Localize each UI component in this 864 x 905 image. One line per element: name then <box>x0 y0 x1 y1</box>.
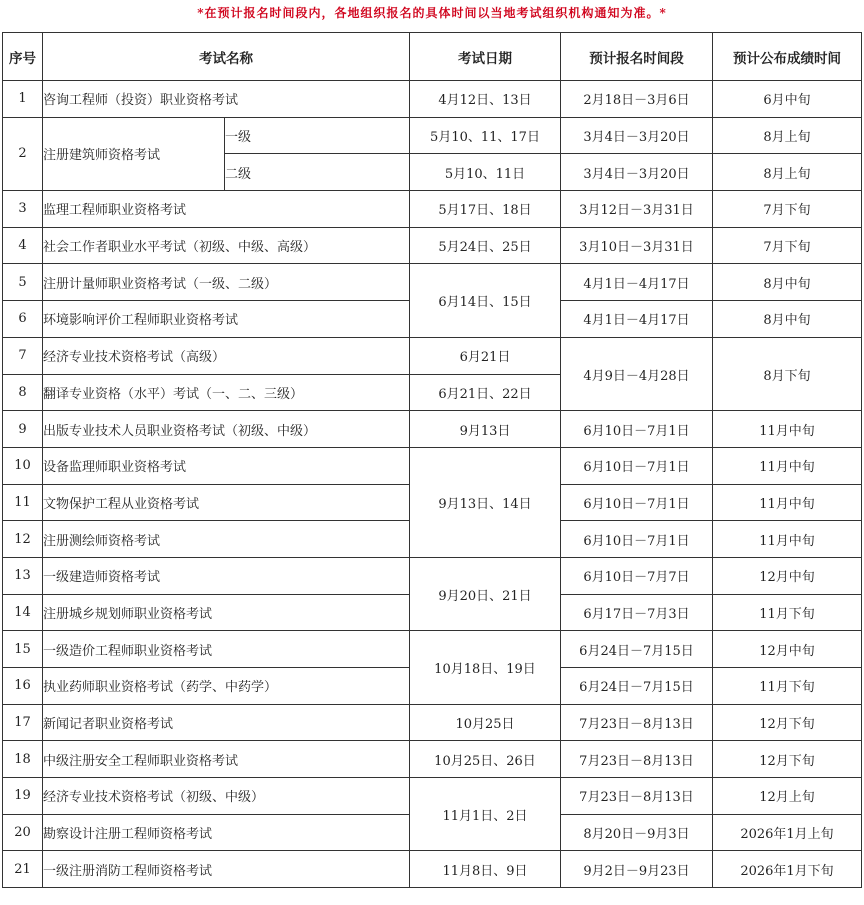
registration-notice: *在预计报名时间段内，各地组织报名的具体时间以当地考试组织机构通知为准。* <box>197 6 667 20</box>
row-number: 19 <box>3 778 43 815</box>
registration-period: 4月9日－4月28日 <box>561 337 713 410</box>
header-result-release: 预计公布成绩时间 <box>713 33 862 81</box>
registration-period: 3月12日－3月31日 <box>561 191 713 228</box>
exam-date: 9月13日、14日 <box>410 447 561 557</box>
result-release: 8月上旬 <box>713 154 862 191</box>
exam-level: 二级 <box>225 154 410 191</box>
row-number: 2 <box>3 117 43 190</box>
exam-date: 10月25日、26日 <box>410 741 561 778</box>
result-release: 11月中旬 <box>713 521 862 558</box>
exam-date: 9月13日 <box>410 411 561 448</box>
registration-period: 6月10日－7月1日 <box>561 411 713 448</box>
exam-name: 新闻记者职业资格考试 <box>43 704 410 741</box>
result-release: 8月下旬 <box>713 337 862 410</box>
table-row <box>3 81 862 118</box>
header-exam-date: 考试日期 <box>410 33 561 81</box>
result-release: 11月中旬 <box>713 411 862 448</box>
header-no: 序号 <box>3 33 43 81</box>
result-release: 12月下旬 <box>713 704 862 741</box>
row-number: 9 <box>3 411 43 448</box>
exam-date: 5月17日、18日 <box>410 191 561 228</box>
registration-period: 6月10日－7月1日 <box>561 521 713 558</box>
registration-period: 7月23日－8月13日 <box>561 704 713 741</box>
registration-period: 6月10日－7月1日 <box>561 447 713 484</box>
registration-period: 6月17日－7月3日 <box>561 594 713 631</box>
row-number: 17 <box>3 704 43 741</box>
registration-period: 6月10日－7月1日 <box>561 484 713 521</box>
exam-name: 环境影响评价工程师职业资格考试 <box>43 301 410 338</box>
registration-period: 4月1日－4月17日 <box>561 301 713 338</box>
result-release: 7月下旬 <box>713 191 862 228</box>
row-number: 11 <box>3 484 43 521</box>
row-number: 4 <box>3 227 43 264</box>
row-number: 21 <box>3 851 43 888</box>
table-row <box>3 117 862 154</box>
exam-date: 10月25日 <box>410 704 561 741</box>
exam-name: 中级注册安全工程师职业资格考试 <box>43 741 410 778</box>
row-number: 5 <box>3 264 43 301</box>
table-row <box>3 631 862 668</box>
exam-name: 一级造价工程师职业资格考试 <box>43 631 410 668</box>
header-registration-period: 预计报名时间段 <box>561 33 713 81</box>
exam-date: 6月14日、15日 <box>410 264 561 337</box>
exam-date: 5月10、11、17日 <box>410 117 561 154</box>
result-release: 8月中旬 <box>713 301 862 338</box>
registration-period: 8月20日－9月3日 <box>561 814 713 851</box>
row-number: 10 <box>3 447 43 484</box>
exam-name: 执业药师职业资格考试（药学、中药学） <box>43 668 410 705</box>
registration-period: 2月18日－3月6日 <box>561 81 713 118</box>
registration-period: 9月2日－9月23日 <box>561 851 713 888</box>
registration-period: 6月10日－7月7日 <box>561 557 713 594</box>
exam-name: 注册测绘师资格考试 <box>43 521 410 558</box>
exam-name: 注册建筑师资格考试 <box>43 117 225 190</box>
exam-name: 出版专业技术人员职业资格考试（初级、中级） <box>43 411 410 448</box>
table-header-row <box>3 33 862 81</box>
registration-period: 4月1日－4月17日 <box>561 264 713 301</box>
exam-name: 注册计量师职业资格考试（一级、二级） <box>43 264 410 301</box>
exam-name: 注册城乡规划师职业资格考试 <box>43 594 410 631</box>
exam-name: 勘察设计注册工程师资格考试 <box>43 814 410 851</box>
table-row <box>3 704 862 741</box>
result-release: 11月中旬 <box>713 447 862 484</box>
exam-date: 9月20日、21日 <box>410 557 561 630</box>
exam-date: 10月18日、19日 <box>410 631 561 704</box>
table-row <box>3 411 862 448</box>
row-number: 14 <box>3 594 43 631</box>
exam-name: 一级建造师资格考试 <box>43 557 410 594</box>
exam-name: 经济专业技术资格考试（高级） <box>43 337 410 374</box>
header-exam-name: 考试名称 <box>43 33 410 81</box>
row-number: 1 <box>3 81 43 118</box>
result-release: 12月中旬 <box>713 631 862 668</box>
table-row <box>3 191 862 228</box>
row-number: 6 <box>3 301 43 338</box>
registration-period: 6月24日－7月15日 <box>561 668 713 705</box>
exam-date: 5月24日、25日 <box>410 227 561 264</box>
registration-period: 3月4日－3月20日 <box>561 117 713 154</box>
row-number: 15 <box>3 631 43 668</box>
table-row <box>3 851 862 888</box>
exam-name: 监理工程师职业资格考试 <box>43 191 410 228</box>
exam-date: 6月21日 <box>410 337 561 374</box>
exam-date: 11月1日、2日 <box>410 778 561 851</box>
exam-date: 11月8日、9日 <box>410 851 561 888</box>
result-release: 2026年1月上旬 <box>713 814 862 851</box>
exam-date: 5月10、11日 <box>410 154 561 191</box>
result-release: 11月下旬 <box>713 668 862 705</box>
table-row <box>3 227 862 264</box>
exam-date: 6月21日、22日 <box>410 374 561 411</box>
row-number: 20 <box>3 814 43 851</box>
result-release: 7月下旬 <box>713 227 862 264</box>
table-row <box>3 447 862 484</box>
registration-period: 7月23日－8月13日 <box>561 741 713 778</box>
result-release: 11月下旬 <box>713 594 862 631</box>
result-release: 12月下旬 <box>713 741 862 778</box>
row-number: 16 <box>3 668 43 705</box>
result-release: 12月上旬 <box>713 778 862 815</box>
table-row <box>3 741 862 778</box>
exam-name: 咨询工程师（投资）职业资格考试 <box>43 81 410 118</box>
result-release: 11月中旬 <box>713 484 862 521</box>
row-number: 3 <box>3 191 43 228</box>
registration-period: 7月23日－8月13日 <box>561 778 713 815</box>
row-number: 8 <box>3 374 43 411</box>
exam-name: 社会工作者职业水平考试（初级、中级、高级） <box>43 227 410 264</box>
exam-level: 一级 <box>225 117 410 154</box>
exam-name: 翻译专业资格（水平）考试（一、二、三级） <box>43 374 410 411</box>
exam-name: 文物保护工程从业资格考试 <box>43 484 410 521</box>
registration-period: 3月4日－3月20日 <box>561 154 713 191</box>
exam-name: 设备监理师职业资格考试 <box>43 447 410 484</box>
result-release: 6月中旬 <box>713 81 862 118</box>
exam-name: 一级注册消防工程师资格考试 <box>43 851 410 888</box>
result-release: 8月上旬 <box>713 117 862 154</box>
result-release: 8月中旬 <box>713 264 862 301</box>
row-number: 18 <box>3 741 43 778</box>
row-number: 7 <box>3 337 43 374</box>
exam-schedule-table <box>2 32 862 888</box>
registration-period: 6月24日－7月15日 <box>561 631 713 668</box>
result-release: 12月中旬 <box>713 557 862 594</box>
table-row <box>3 337 862 374</box>
row-number: 13 <box>3 557 43 594</box>
exam-date: 4月12日、13日 <box>410 81 561 118</box>
row-number: 12 <box>3 521 43 558</box>
table-row <box>3 557 862 594</box>
registration-period: 3月10日－3月31日 <box>561 227 713 264</box>
result-release: 2026年1月下旬 <box>713 851 862 888</box>
exam-name: 经济专业技术资格考试（初级、中级） <box>43 778 410 815</box>
table-row <box>3 778 862 815</box>
table-row <box>3 264 862 301</box>
